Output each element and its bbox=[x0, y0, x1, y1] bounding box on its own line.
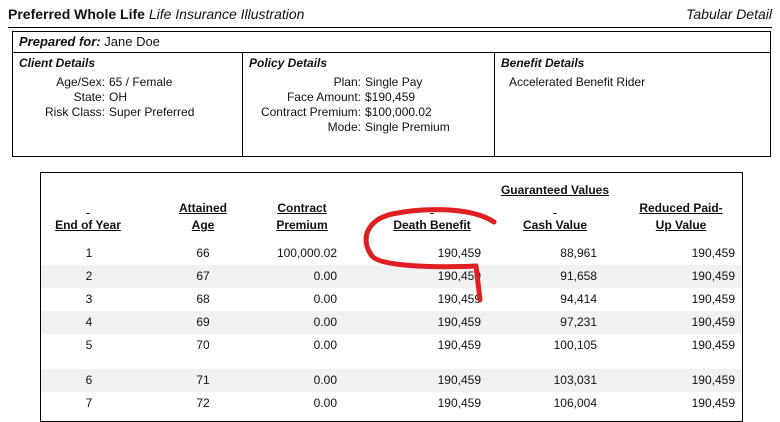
cash-value-cell: 106,004 bbox=[553, 396, 597, 410]
details-box bbox=[12, 31, 771, 157]
paid-up-cell: 190,459 bbox=[691, 292, 735, 306]
col-header-death-benefit-line1 bbox=[380, 200, 484, 217]
client-fields bbox=[13, 75, 243, 125]
cash-value-cell: 94,414 bbox=[560, 292, 597, 306]
age-cell: 68 bbox=[196, 292, 210, 306]
cash-value-cell: 100,105 bbox=[553, 338, 597, 352]
paid-up-cell: 190,459 bbox=[691, 315, 735, 329]
col-header-cash-value-line2: Cash Value bbox=[522, 218, 588, 232]
benefit-item: Accelerated Benefit Rider bbox=[509, 75, 646, 89]
year-cell: 6 bbox=[85, 373, 93, 387]
state-label: State: bbox=[73, 90, 105, 104]
col-header-year-line2: End of Year bbox=[55, 218, 121, 232]
benefit-details-section bbox=[495, 53, 770, 156]
policy-details-section bbox=[243, 53, 495, 156]
age-cell: 69 bbox=[196, 315, 210, 329]
cash-value-cell: 88,961 bbox=[560, 246, 597, 260]
paid-up-cell: 190,459 bbox=[691, 269, 735, 283]
year-cell: 2 bbox=[85, 269, 93, 283]
risk-class-value: Super Preferred bbox=[109, 105, 195, 119]
year-cell: 1 bbox=[85, 246, 93, 260]
contract-premium-value: $100,000.02 bbox=[365, 105, 432, 119]
prepared-for-label: Prepared for: bbox=[19, 34, 101, 49]
table-row bbox=[41, 311, 742, 334]
cash-value-cell: 91,658 bbox=[560, 269, 597, 283]
policy-fields bbox=[243, 75, 495, 137]
premium-cell: 0.00 bbox=[313, 338, 337, 352]
col-header-premium bbox=[262, 200, 342, 234]
face-amount-value: $190,459 bbox=[365, 90, 416, 104]
col-header-year bbox=[46, 200, 130, 234]
year-cell: 5 bbox=[85, 338, 93, 352]
client-details-section bbox=[13, 53, 243, 156]
premium-cell: 0.00 bbox=[313, 315, 337, 329]
death-benefit-cell: 190,459 bbox=[437, 246, 481, 260]
col-header-age-line2: Age bbox=[191, 218, 215, 232]
year-cell: 4 bbox=[85, 315, 93, 329]
benefit-details-title: Benefit Details bbox=[501, 56, 585, 70]
prepared-for-row bbox=[13, 32, 770, 53]
state-value: OH bbox=[109, 90, 127, 104]
death-benefit-cell: 190,459 bbox=[437, 396, 481, 410]
plan-label: Plan: bbox=[333, 75, 361, 89]
death-benefit-cell: 190,459 bbox=[437, 315, 481, 329]
col-header-cash-value bbox=[512, 200, 598, 234]
document-title bbox=[8, 6, 304, 22]
paid-up-cell: 190,459 bbox=[691, 338, 735, 352]
paid-up-cell: 190,459 bbox=[691, 396, 735, 410]
contract-premium-label: Contract Premium: bbox=[260, 105, 361, 119]
policy-details-title: Policy Details bbox=[249, 56, 328, 70]
year-cell: 7 bbox=[85, 396, 93, 410]
view-label: Tabular Detail bbox=[686, 6, 772, 22]
plan-value: Single Pay bbox=[365, 75, 423, 89]
col-header-reduced-paid-up bbox=[628, 200, 734, 234]
product-name: Preferred Whole Life bbox=[8, 6, 145, 22]
table-row bbox=[41, 369, 742, 392]
cash-value-cell: 97,231 bbox=[560, 315, 597, 329]
age-sex-value: 65 / Female bbox=[109, 75, 173, 89]
premium-cell: 0.00 bbox=[313, 373, 337, 387]
premium-cell: 0.00 bbox=[313, 269, 337, 283]
death-benefit-cell: 190,459 bbox=[437, 338, 481, 352]
header-divider bbox=[8, 27, 772, 28]
age-cell: 72 bbox=[196, 396, 210, 410]
death-benefit-cell: 190,459 bbox=[437, 373, 481, 387]
mode-value: Single Premium bbox=[365, 120, 450, 134]
paid-up-cell: 190,459 bbox=[691, 246, 735, 260]
col-header-premium-line1: Contract bbox=[277, 201, 327, 215]
death-benefit-cell: 190,459 bbox=[437, 269, 481, 283]
age-cell: 66 bbox=[196, 246, 210, 260]
age-sex-label: Age/Sex: bbox=[56, 75, 105, 89]
col-header-death-benefit bbox=[380, 200, 484, 234]
age-cell: 70 bbox=[196, 338, 210, 352]
table-row bbox=[41, 242, 742, 265]
premium-cell: 0.00 bbox=[313, 292, 337, 306]
col-header-death-benefit-line2: Death Benefit bbox=[393, 218, 471, 232]
age-cell: 67 bbox=[196, 269, 210, 283]
col-header-age bbox=[170, 200, 236, 234]
mode-label: Mode: bbox=[327, 120, 361, 134]
cash-value-cell: 103,031 bbox=[553, 373, 597, 387]
col-header-age-line1: Attained bbox=[179, 201, 227, 215]
col-header-reduced-paid-up-line2: Up Value bbox=[655, 218, 707, 232]
death-benefit-cell: 190,459 bbox=[437, 292, 481, 306]
document-type: Life Insurance Illustration bbox=[148, 6, 305, 22]
col-header-premium-line2: Premium bbox=[276, 218, 328, 232]
table-row bbox=[41, 265, 742, 288]
risk-class-label: Risk Class: bbox=[44, 105, 105, 119]
premium-cell: 100,000.02 bbox=[276, 246, 337, 260]
col-header-year-line1 bbox=[46, 200, 130, 217]
client-name: Jane Doe bbox=[104, 34, 160, 49]
col-header-reduced-paid-up-line1: Reduced Paid- bbox=[639, 201, 723, 215]
table-row bbox=[41, 288, 742, 311]
year-cell: 3 bbox=[85, 292, 93, 306]
col-header-cash-value-line1 bbox=[512, 200, 598, 217]
guaranteed-values-header: Guaranteed Values bbox=[500, 183, 610, 197]
paid-up-cell: 190,459 bbox=[691, 373, 735, 387]
face-amount-label: Face Amount: bbox=[286, 90, 361, 104]
age-cell: 71 bbox=[196, 373, 210, 387]
table-row bbox=[41, 334, 742, 357]
client-details-title: Client Details bbox=[19, 56, 96, 70]
premium-cell: 0.00 bbox=[313, 396, 337, 410]
